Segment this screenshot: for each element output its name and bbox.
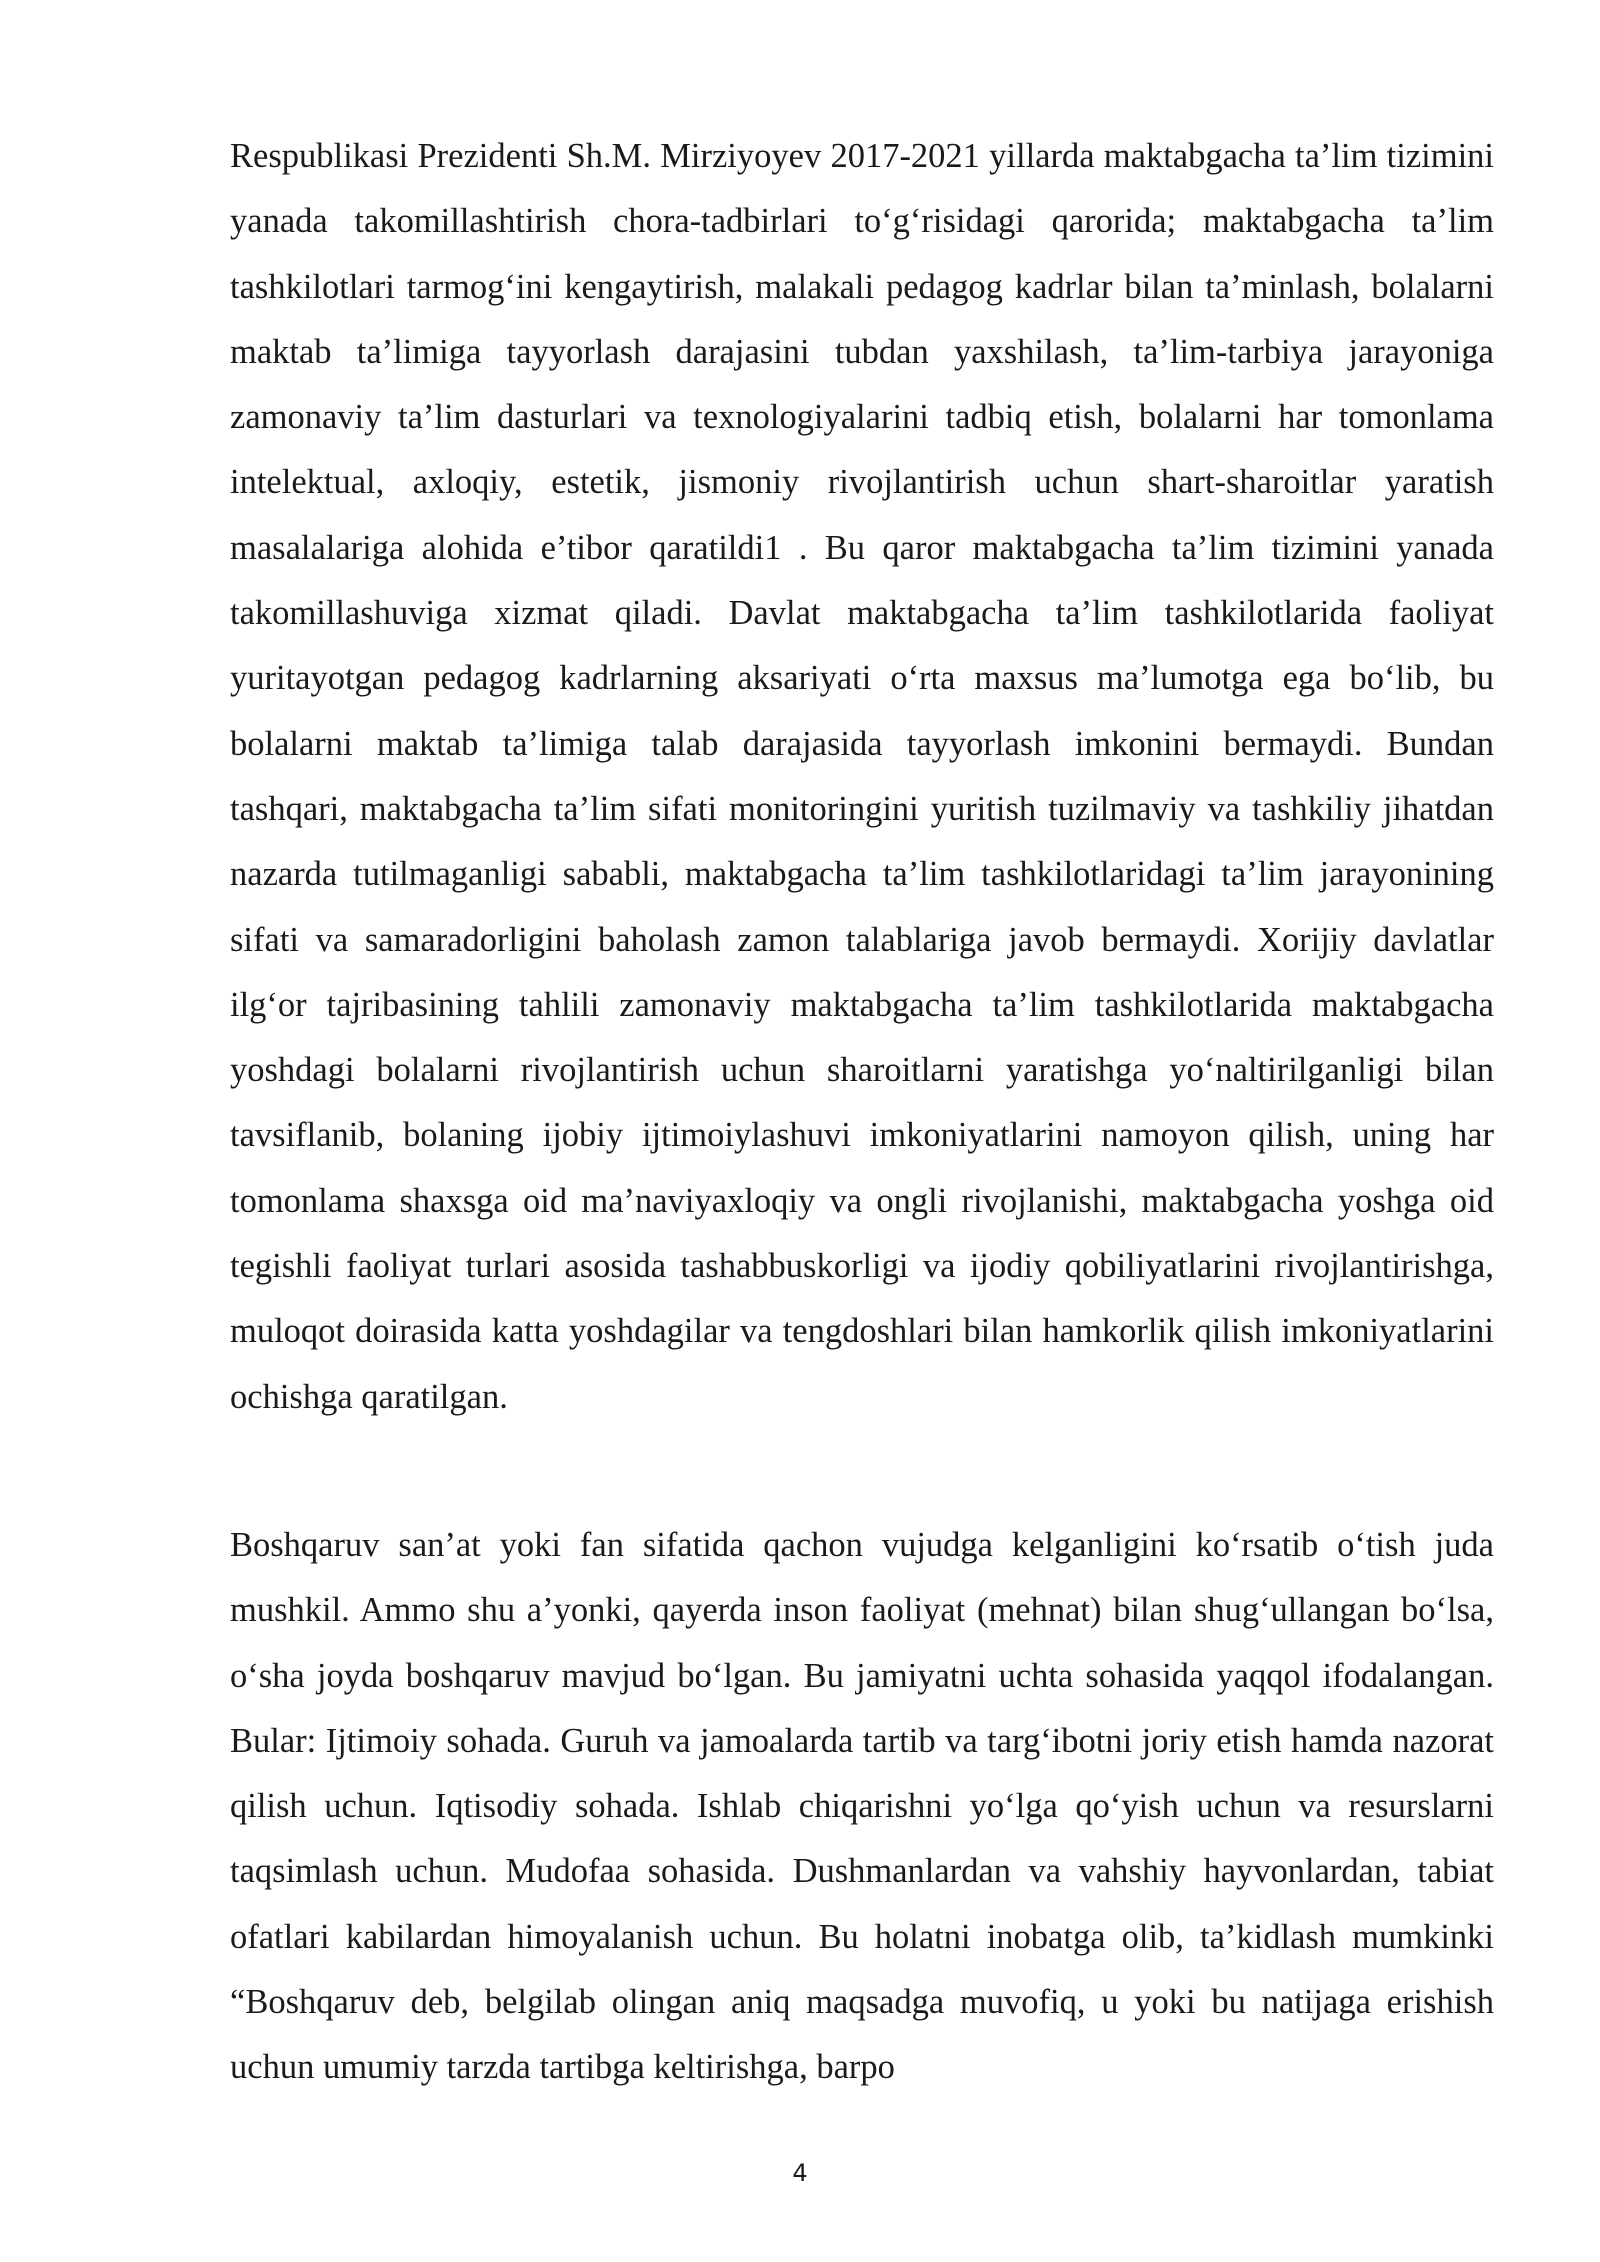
body-paragraph-2: Boshqaruv san’at yoki fan sifatida qachon vujudga kelganligini ko‘rsatib o‘tish juda mushkil. Ammo shu a’yonki, qayerda inson faoliyat (mehnat) bilan shug‘ullangan bo‘lsa, o‘sha joyda boshqaruv mavjud bo‘lgan. Bu jamiyatni uchta sohasida yaqqol ifodalangan. Bular: Ijtimoiy sohada. Guruh va jamoalarda tartib va targ‘ibotni joriy etish hamda nazorat qilish uchun. Iqtisodiy sohada. Ishlab chiqarishni yo‘lga qo‘yish uchun va resurslarni taqsimlash uchun. Mudofaa sohasida. Dushmanlardan va vahshiy hayvonlardan, tabiat ofatlari kabilardan himoyalanish uchun. Bu holatni inobatga olib, ta’kidlash mumkinki “Boshqaruv deb, belgilab olingan aniq maqsadga muvofiq, u yoki bu natijaga erishish uchun umumiy tarzda tartibga keltirishga, barpo bbox=[230, 1526, 1494, 2087]
page-number: 4 bbox=[792, 2159, 808, 2187]
body-paragraph-1: Respublikasi Prezidenti Sh.M. Mirziyoyev 2017-2021 yillarda maktabgacha ta’lim tizimini yanada takomillashtirish chora-tadbirlari to‘g‘risidagi qarorida; maktabgacha ta’lim tashkilotlari tarmog‘ini kengaytirish, malakali pedagog kadrlar bilan ta’minlash, bolalarni maktab ta’limiga tayyorlash darajasini tubdan yaxshilash, ta’lim-tarbiya jarayoniga zamonaviy ta’lim dasturlari va texnologiyalarini tadbiq etish, bolalarni har tomonlama intelektual, axloqiy, estetik, jismoniy rivojlantirish uchun shart-sharoitlar yaratish masalalariga alohida e’tibor qaratildi1 . Bu qaror maktabgacha ta’lim tizimini yanada takomillashuviga xizmat qiladi. Davlat maktabgacha ta’lim tashkilotlarida faoliyat yuritayotgan pedagog kadrlarning aksariyati o‘rta maxsus ma’lumotga ega bo‘lib, bu bolalarni maktab ta’limiga talab darajasida tayyorlash imkonini bermaydi. Bundan tashqari, maktabgacha ta’lim sifati monitoringini yuritish tuzilmaviy va tashkiliy jihatdan nazarda tutilmaganligi sababli, maktabgacha ta’lim tashkilotlaridagi ta’lim jarayonining sifati va samaradorligini baholash zamon talablariga javob bermaydi. Xorijiy davlatlar ilg‘or tajribasining tahlili zamonaviy maktabgacha ta’lim tashkilotlarida maktabgacha yoshdagi bolalarni rivojlantirish uchun sharoitlarni yaratishga yo‘naltirilganligi bilan tavsiflanib, bolaning ijobiy ijtimoiylashuvi imkoniyatlarini namoyon qilish, uning har tomonlama shaxsga oid ma’naviyaxloqiy va ongli rivojlanishi, maktabgacha yoshga oid tegishli faoliyat turlari asosida tashabbuskorligi va ijodiy qobiliyatlarini rivojlantirishga, muloqot doirasida katta yoshdagilar va tengdoshlari bilan hamkorlik qilish imkoniyatlarini ochishga qaratilgan. bbox=[230, 137, 1494, 1416]
